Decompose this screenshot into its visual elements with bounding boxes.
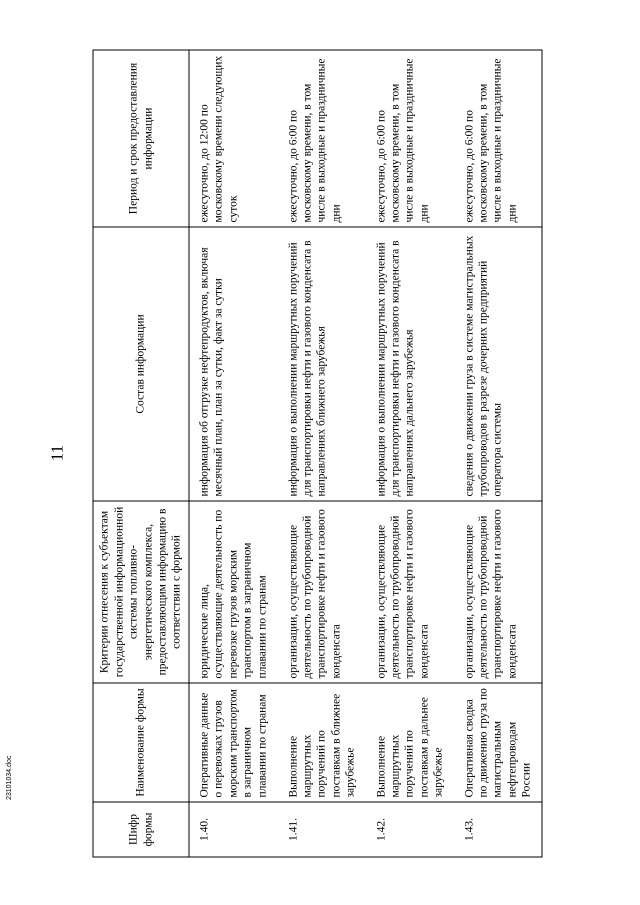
form-content: информация о выполнении маршрутных поручений для транспортировки нефти и газового конденсата в направлениях ближнего зарубежья	[278, 227, 366, 501]
form-name: Оперативные данные о перевозках грузов морским транспортом в заграничном плавании по странам	[189, 683, 278, 802]
table-row	[278, 50, 366, 857]
form-content: информация о выполнении маршрутных поручений для транспортировки нефти и газового конденсата в направлениях дальнего зарубежья	[366, 227, 454, 501]
form-code: 1.40.	[189, 802, 278, 857]
form-name: Оперативная сводка по движению груза по магистральным нефтепроводам России	[454, 683, 542, 802]
form-criteria: организации, осуществляющие деятельность по трубопроводной транспортировке нефти и газового конденсата	[278, 501, 366, 683]
form-period: ежесуточно, до 6:00 по московскому времени, в том числе в выходные и праздничные дни	[278, 50, 366, 227]
document-id: 23101034.doc	[6, 755, 13, 800]
form-code: 1.41.	[278, 802, 366, 857]
forms-table	[92, 49, 542, 857]
document-page	[40, 40, 600, 865]
form-content: информация об отгрузке нефтепродуктов, включая месячный план, план за сутки, факт за сутки	[189, 227, 278, 501]
rotated-content	[40, 40, 600, 865]
table-row	[189, 50, 278, 857]
form-name: Выполнение маршрутных поручений по поставкам в дальнее зарубежье	[366, 683, 454, 802]
table-row	[454, 50, 542, 857]
header-period: Период и срок предоставления информации	[93, 50, 189, 227]
form-period: ежесуточно, до 6:00 по московскому времени, в том числе в выходные и праздничные дни	[454, 50, 542, 227]
header-content: Состав информации	[93, 227, 189, 501]
header-form-name: Наименование формы	[93, 683, 189, 802]
table-row	[366, 50, 454, 857]
page-number: 11	[47, 444, 66, 461]
form-criteria: юридические лица, осуществляющие деятельность по перевозке грузов морским транспортом в заграничном плавании по странам	[189, 501, 278, 683]
form-criteria: организации, осуществляющие деятельность по трубопроводной транспортировке нефти и газового конденсата	[454, 501, 542, 683]
form-code: 1.42.	[366, 802, 454, 857]
form-name: Выполнение маршрутных поручений по поставкам в ближнее зарубежье	[278, 683, 366, 802]
header-criteria: Критерии отнесения к субъектам государственной информационной системы топливно-энергетического комплекса, предоставляющим информацию в соответствии с формой	[93, 501, 189, 683]
form-criteria: организации, осуществляющие деятельность по трубопроводной транспортировке нефти и газового конденсата	[366, 501, 454, 683]
header-code: Шифр формы	[93, 802, 189, 857]
form-period: ежесуточно, до 6:00 по московскому времени, в том числе в выходные и праздничные дни	[366, 50, 454, 227]
form-content: сведения о движении груза в системе магистральных трубопроводов в разрезе дочерних предприятий оператора системы	[454, 227, 542, 501]
form-code: 1.43.	[454, 802, 542, 857]
table-header-row	[93, 50, 189, 857]
form-period: ежесуточно, до 12:00 по московскому времени следующих суток	[189, 50, 278, 227]
